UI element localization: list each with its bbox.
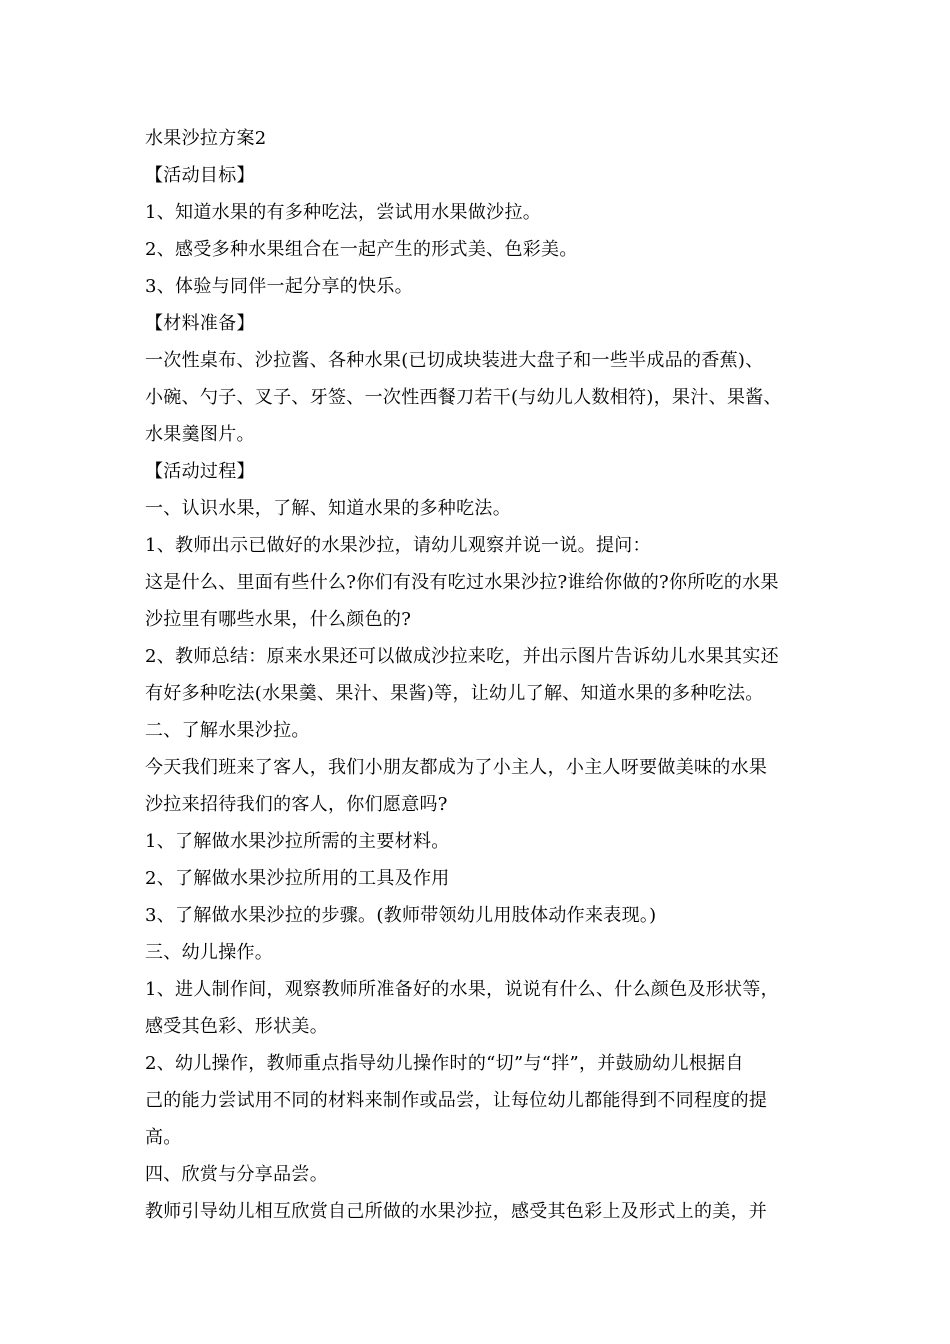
text-line: 2、教师总结：原来水果还可以做成沙拉来吃，并出示图片告诉幼儿水果其实还 <box>145 646 779 667</box>
text-line: 2、感受多种水果组合在一起产生的形式美、色彩美。 <box>145 239 578 260</box>
text-line: 1、进人制作间，观察教师所准备好的水果，说说有什么、什么颜色及形状等， <box>145 979 779 1000</box>
text-line: 3、体验与同伴一起分享的快乐。 <box>145 276 413 297</box>
document-title: 水果沙拉方案2 <box>145 128 267 149</box>
text-line: 1、教师出示已做好的水果沙拉，请幼儿观察并说一说。提问： <box>145 535 651 556</box>
text-line: 教师引导幼儿相互欣赏自己所做的水果沙拉，感受其色彩上及形式上的美，并 <box>145 1201 768 1222</box>
text-line: 1、知道水果的有多种吃法，尝试用水果做沙拉。 <box>145 202 542 223</box>
section-heading-goals: 【活动目标】 <box>145 165 255 186</box>
text-line: 2、幼儿操作，教师重点指导幼儿操作时的“切”与“拌”，并鼓励幼儿根据自 <box>145 1053 744 1074</box>
section-heading-process: 【活动过程】 <box>145 461 255 482</box>
text-line: 高。 <box>145 1127 182 1148</box>
text-line: 一次性桌布、沙拉酱、各种水果(已切成块装进大盘子和一些半成品的香蕉)、 <box>145 350 764 371</box>
text-line: 己的能力尝试用不同的材料来制作或品尝，让每位幼儿都能得到不同程度的提 <box>145 1090 768 1111</box>
step-heading: 一、认识水果，了解、知道水果的多种吃法。 <box>145 498 511 519</box>
text-line: 水果羹图片。 <box>145 424 255 445</box>
text-line: 3、了解做水果沙拉的步骤。(教师带领幼儿用肢体动作来表现。) <box>145 905 657 926</box>
document-body <box>145 120 825 1230</box>
text-line: 这是什么、里面有些什么?你们有没有吃过水果沙拉?谁给你做的?你所吃的水果 <box>145 572 779 593</box>
step-heading: 二、了解水果沙拉。 <box>145 720 310 741</box>
text-line: 感受其色彩、形状美。 <box>145 1016 328 1037</box>
section-heading-materials: 【材料准备】 <box>145 313 255 334</box>
text-line: 沙拉里有哪些水果，什么颜色的? <box>145 609 412 630</box>
step-heading: 三、幼儿操作。 <box>145 942 274 963</box>
step-heading: 四、欣赏与分享品尝。 <box>145 1164 328 1185</box>
text-line: 小碗、勺子、叉子、牙签、一次性西餐刀若干(与幼儿人数相符)，果汁、果酱、 <box>145 387 782 408</box>
text-line: 2、了解做水果沙拉所用的工具及作用 <box>145 868 450 889</box>
text-line: 今天我们班来了客人，我们小朋友都成为了小主人，小主人呀要做美味的水果 <box>145 757 768 778</box>
text-line: 有好多种吃法(水果羹、果汁、果酱)等，让幼儿了解、知道水果的多种吃法。 <box>145 683 764 704</box>
text-line: 沙拉来招待我们的客人，你们愿意吗? <box>145 794 448 815</box>
text-line: 1、了解做水果沙拉所需的主要材料。 <box>145 831 450 852</box>
